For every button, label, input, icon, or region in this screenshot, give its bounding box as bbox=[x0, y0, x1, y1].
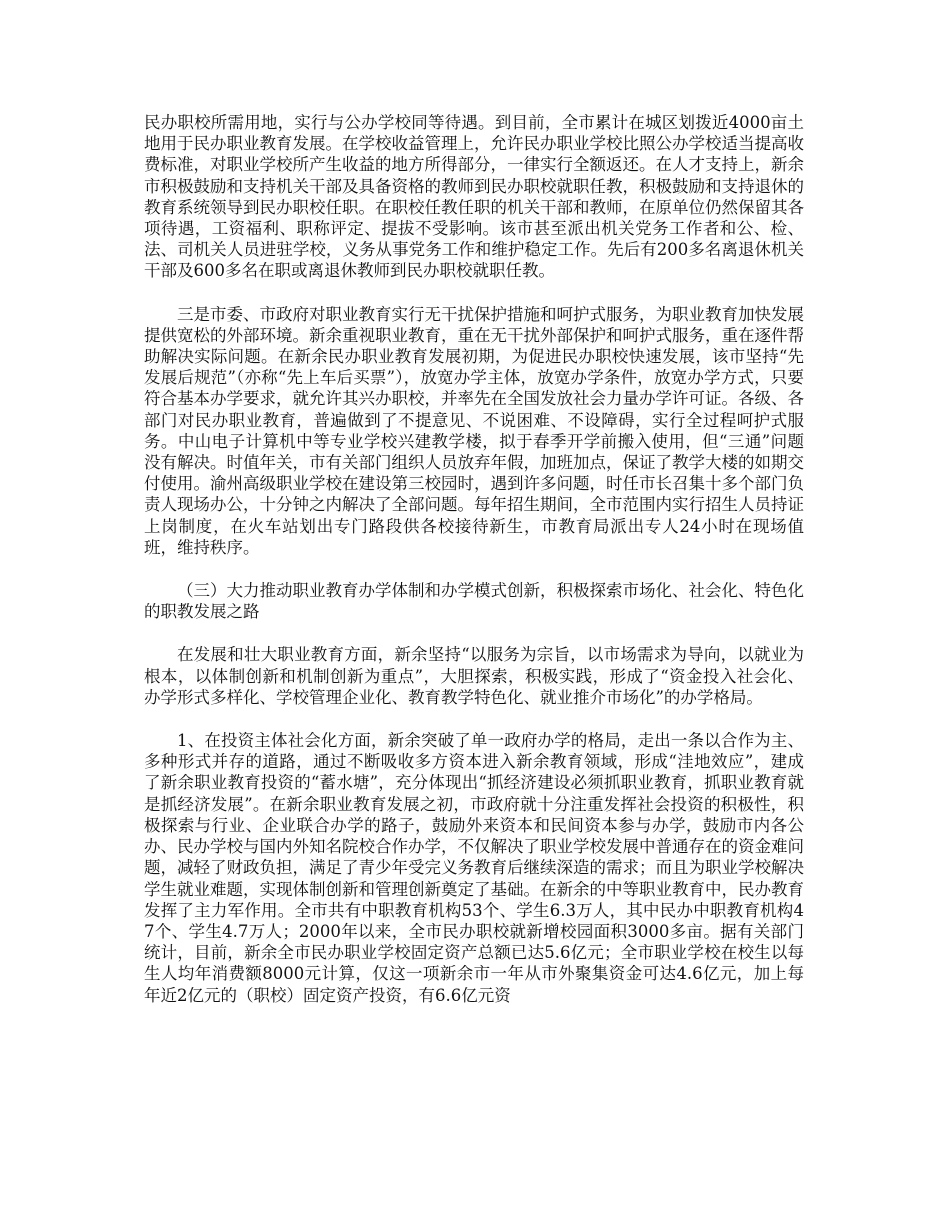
document-page bbox=[144, 112, 804, 1006]
paragraph-land-and-talent-support: 民办职校所需用地，实行与公办学校同等待遇。到目前，全市累计在城区划拨近4000亩土地用于民办职业教育发展。在学校收益管理上，允许民办职业学校比照公办学校适当提高收费标准，对职业学校所产生收益的地方所得部分，一律实行全额返还。在人才支持上，新余市积极鼓励和支持机关干部及具备资格的教师到民办职校就职任教，积极鼓励和支持退休的教育系统领导到民办职校任职。在职校任教任职的机关干部和教师，在原单位仍然保留其各项待遇，工资福利、职称评定、提拔不受影响。该市甚至派出机关党务工作者和公、检、法、司机关人员进驻学校，义务从事党务工作和维护稳定工作。先后有200多名离退休机关干部及600多名在职或离退休教师到民办职校就职任教。 bbox=[144, 113, 804, 281]
section-heading-system-innovation: （三）大力推动职业教育办学体制和办学模式创新，积极探索市场化、社会化、特色化的职教发展之路 bbox=[144, 581, 804, 622]
paragraph-investment-socialization: 1、在投资主体社会化方面，新余突破了单一政府办学的格局，走出一条以合作为主、多种形式并存的道路，通过不断吸收多方资本进入新余教育领域，形成“洼地效应”，建成了新余职业教育投资的“蓄水塘”，充分体现出“抓经济建设必须抓职业教育，抓职业教育就是抓经济发展”。在新余职业教育发展之初，市政府就十分注重发挥社会投资的积极性，积极探索与行业、企业联合办学的路子，鼓励外来资本和民间资本参与办学，鼓励市内各公办、民办学校与国内外知名院校合作办学，不仅解决了职业学校发展中普通存在的资金难问题，减轻了财政负担，满足了青少年受完义务教育后继续深造的需求；而且为职业学校解决学生就业难题，实现体制创新和管理创新奠定了基础。在新余的中等职业教育中，民办教育发挥了主力军作用。全市共有中职教育机构53个、学生6.3万人，其中民办中职教育机构47个、学生4.7万人；2000年以来，全市民办职校就新增校园面积3000多亩。据有关部门统计，目前，新余全市民办职业学校固定资产总额已达5.6亿元；全市职业学校在校生以每生人均年消费额8000元计算，仅这一项新余市一年从市外聚集资金可达4.6亿元，加上每年近2亿元的（职校）固定资产投资，有6.6亿元资 bbox=[144, 731, 804, 1005]
paragraph-protection-and-service: 三是市委、市政府对职业教育实行无干扰保护措施和呵护式服务，为职业教育加快发展提供宽松的外部环境。新余重视职业教育，重在无干扰外部保护和呵护式服务，重在逐件帮助解决实际问题。在新余民办职业教育发展初期，为促进民办职校快速发展，该市坚持“先发展后规范”（亦称“先上车后买票”），放宽办学主体，放宽办学条件，放宽办学方式，只要符合基本办学要求，就允许其兴办职校，并率先在全国发放社会力量办学许可证。各级、各部门对民办职业教育，普遍做到了不提意见、不说困难、不设障碍，实行全过程呵护式服务。中山电子计算机中等专业学校兴建教学楼，拟于春季开学前搬入使用，但“三通”问题没有解决。时值年关，市有关部门组织人员放弃年假，加班加点，保证了教学大楼的如期交付使用。渝州高级职业学校在建设第三校园时，遇到许多问题，时任市长召集十多个部门负责人现场办公，十分钟之内解决了全部问题。每年招生期间，全市范围内实行招生人员持证上岗制度，在火车站划出专门路段供各校接待新生，市教育局派出专人24小时在现场值班，维持秩序。 bbox=[144, 304, 804, 557]
paragraph-gap bbox=[144, 622, 804, 644]
paragraph-gap bbox=[144, 558, 804, 580]
paragraph-gap bbox=[144, 708, 804, 730]
paragraph-development-pattern: 在发展和壮大职业教育方面，新余坚持“以服务为宗旨，以市场需求为导向，以就业为根本，以体制创新和机制创新为重点”，大胆探索，积极实践，形成了“资金投入社会化、办学形式多样化、学校管理企业化、教育教学特色化、就业推介市场化”的办学格局。 bbox=[144, 645, 804, 707]
paragraph-gap bbox=[144, 282, 804, 304]
